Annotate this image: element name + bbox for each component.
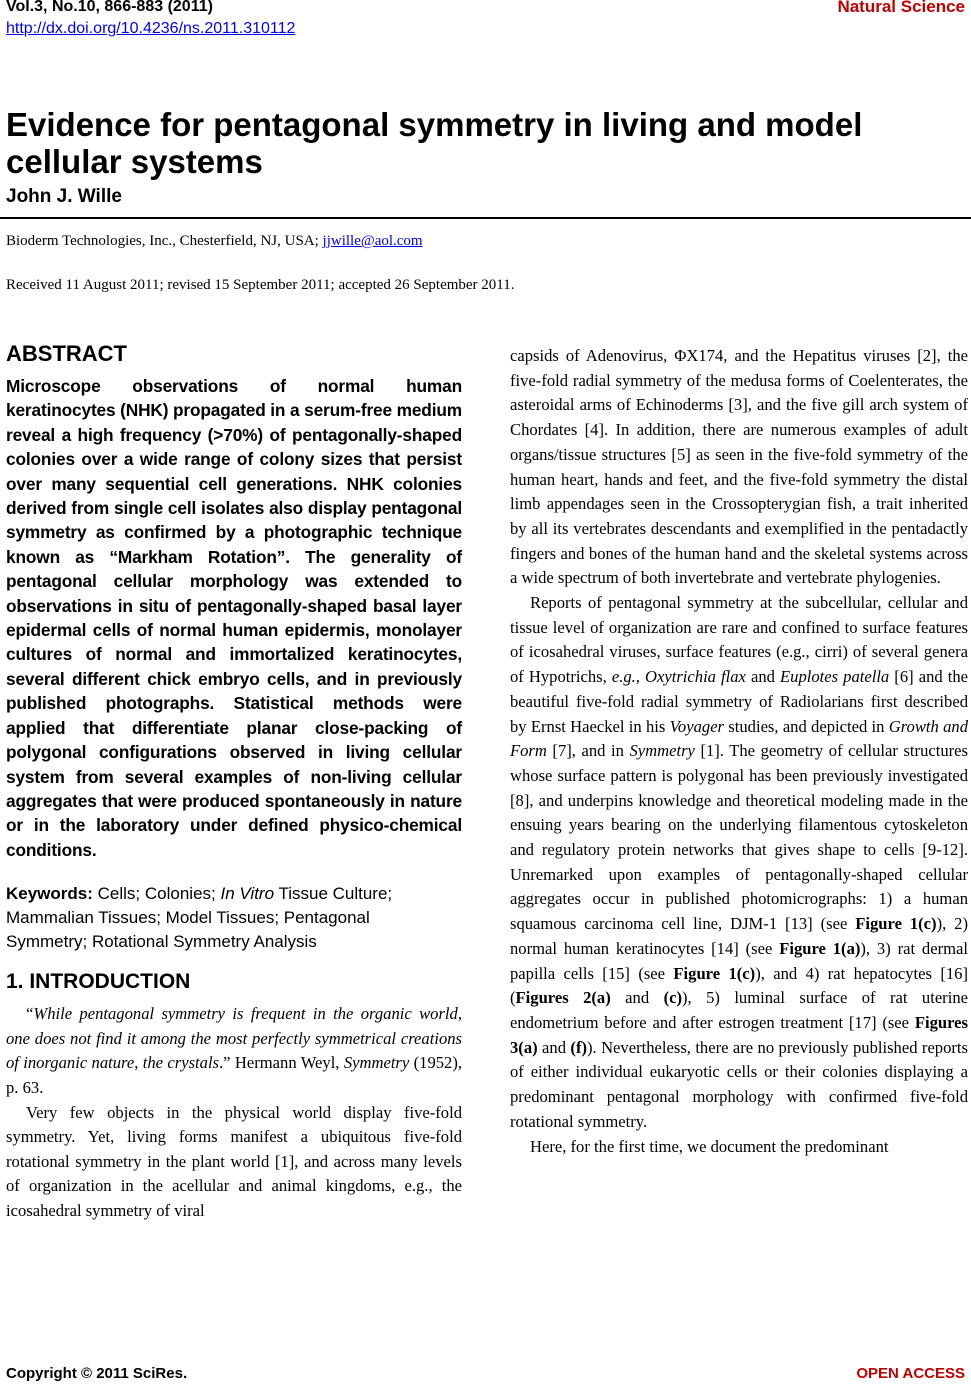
- quote-text-b: one does not find it among the most perfectly symmetrical creations of inorganic nature: [6, 1028, 462, 1073]
- keywords-label: Keywords:: [6, 884, 93, 904]
- abstract-heading: ABSTRACT: [6, 341, 127, 366]
- p2-italic-growth-form: Growth and Form: [510, 716, 968, 761]
- quote-book-title: Symmetry: [343, 1053, 410, 1073]
- p2-italic-symmetry: Symmetry: [629, 741, 695, 761]
- p2-text: ). Nevertheless, there are no previously published reports of either individual eukaryotic cells or their colonies displaying a predominant pentagonal morphology with confirmed five-fold rotational symmetry.: [510, 1037, 968, 1131]
- open-access-label: OPEN ACCESS: [856, 1365, 965, 1382]
- affiliation-text: Bioderm Technologies, Inc., Chesterfield, NJ, USA;: [6, 233, 323, 249]
- quote-text-c: the crystals: [142, 1053, 220, 1073]
- keywords-italic: In Vitro: [220, 884, 275, 904]
- quote-mark: “: [26, 1004, 34, 1024]
- p2-text: ), 5) luminal surface of rat uterine endometrium before and after estrogen treatment [17] (see: [510, 988, 968, 1032]
- p2-text: and: [537, 1037, 571, 1057]
- quote-text-a: While pentagonal symmetry is frequent in the organic world: [33, 1004, 458, 1024]
- figure-ref: Figure 1(c): [673, 963, 756, 983]
- quote-sep-2: ,: [134, 1053, 143, 1073]
- epigraph-quote: [6, 1002, 462, 1100]
- figure-ref: Figure 1(c): [855, 914, 937, 934]
- p2-text: ), 3) rat dermal papilla cells [15] (see: [510, 938, 969, 983]
- keywords: [6, 882, 416, 954]
- figure-ref: (f): [570, 1037, 587, 1057]
- quote-citation: (1952), p. 63.: [6, 1053, 463, 1097]
- doi-link[interactable]: http://dx.doi.org/10.4236/ns.2011.310112: [6, 20, 296, 37]
- p2-text: and: [745, 667, 781, 687]
- journal-name: Natural Science: [837, 0, 965, 16]
- received-dates: Received 11 August 2011; revised 15 September 2011; accepted 26 September 2011.: [6, 277, 515, 293]
- left-column: [6, 340, 462, 1223]
- p2-text: [7], and in: [546, 741, 630, 761]
- p2-text: and: [610, 988, 664, 1008]
- title-divider: [0, 217, 971, 219]
- quote-attribution: .” Hermann Weyl,: [219, 1053, 344, 1073]
- intro-paragraph-3: Here, for the first time, we document the predominant: [530, 1136, 889, 1156]
- intro-paragraph-2: [510, 591, 968, 1134]
- intro-paragraph-1-continued: capsids of Adenovirus, ΦX174, and the Hepatitus viruses [2], the five-fold radial symmetry of the medusa forms of Coelenterates, the asteroidal arms of Echinoderms [3], and the five gill arch system of Chordates [4]. In addition, there are numerous examples of adult organs/tissue structures [5] as seen in the five-fold symmetry of the human heart, hands and feet, and the five-fold symmetry the distal limb appendages seen in the Crossopterygian fish, a trait inherited by all its vertebrates descendants and exemplified in the pentadactly fingers and bones of the human hand and the skeletal systems across a wide spectrum of both invertebrate and vertebrate phylogenies.: [510, 346, 968, 588]
- p2-italic-voyager: Voyager: [669, 716, 725, 736]
- figure-ref: Figures 2(a): [515, 988, 611, 1008]
- p2-text: studies, and depicted in: [724, 716, 889, 736]
- journal-volume: Vol.3, No.10, 866-883 (2011): [6, 0, 213, 15]
- affiliation: [6, 231, 423, 251]
- keywords-text-2: Tissue Culture; Mammalian Tissues; Model Tissues; Pentagonal Symmetry; Rotational Symmetry Analysis: [6, 884, 393, 952]
- p2-italic-species-1: e.g., Oxytrichia flax: [611, 667, 746, 687]
- figure-ref: (c): [663, 988, 682, 1008]
- paper-title: Evidence for pentagonal symmetry in living and model cellular systems: [6, 106, 863, 181]
- quote-sep-1: ,: [457, 1004, 462, 1024]
- email-link[interactable]: jjwille@aol.com: [322, 233, 423, 249]
- keywords-text-1: Cells; Colonies;: [92, 884, 221, 904]
- introduction-heading: 1. INTRODUCTION: [6, 970, 191, 994]
- author-name: John J. Wille: [6, 186, 122, 207]
- abstract-body: Microscope observations of normal human keratinocytes (NHK) propagated in a serum-free medium reveal a high frequency (>70%) of pentagonally-shaped colonies over a wide range of colony sizes that persist over many sequential cell generations. NHK colonies derived from single cell isolates also display pentagonal symmetry as confirmed by a photographic technique known as “Markham Rotation”. The generality of pentagonal cellular morphology was extended to observations in situ of pentagonally-shaped basal layer epidermal cells of normal human epidermis, monolayer cultures of normal and immortalized keratinocytes, several different chick embryo cells, and in previously published photographs. Statistical methods were applied that differentiate planar close-packing of polygonal configurations observed in living cellular system from several examples of non-living cellular aggregates that were produced spontaneously in nature or in the laboratory under defined physico-chemical conditions.: [6, 376, 462, 860]
- p2-text: Reports of pentagonal symmetry at the subcellular, cellular and tissue level of organization are rare and confined to surface features of icosahedral viruses, surface features (e.g., cirri) of several genera of Hypotrichs,: [510, 593, 968, 687]
- p2-text: ), and 4) rat hepatocytes [16] (: [510, 963, 968, 1008]
- right-column: [510, 344, 968, 1159]
- intro-paragraph-1: Very few objects in the physical world display five-fold symmetry. Yet, living forms manifest a ubiquitous five-fold rotational symmetry in the plant world [1], and across many levels of organization in the acellular and animal kingdoms, e.g., the icosahedral symmetry of viral: [6, 1102, 462, 1220]
- p2-text: ), 2) normal human keratinocytes [14] (see: [510, 914, 968, 958]
- figure-ref: Figure 1(a): [779, 938, 861, 958]
- p2-text: [6] and the beautiful five-fold radial symmetry of Radiolarians first described by Ernst Haeckel in his: [510, 667, 968, 736]
- figure-ref: Figures 3(a): [510, 1012, 968, 1057]
- p2-text: [1]. The geometry of cellular structures whose surface pattern is polygonal has been previously investigated [8], and underpins knowledge and theoretical modeling made in the ensuing years bearing on the underlying filamentous cytoskeleton and regulatory protein networks that gives shape to cells [9-12]. Unremarked upon examples of pentagonally-shaped cellular aggregates occur in published photomicrographs: 1) a human squamous carcinoma cell line, DJM-1 [13] (see: [510, 741, 968, 934]
- p2-italic-species-2: Euplotes patella: [780, 667, 890, 687]
- copyright: Copyright © 2011 SciRes.: [6, 1365, 188, 1382]
